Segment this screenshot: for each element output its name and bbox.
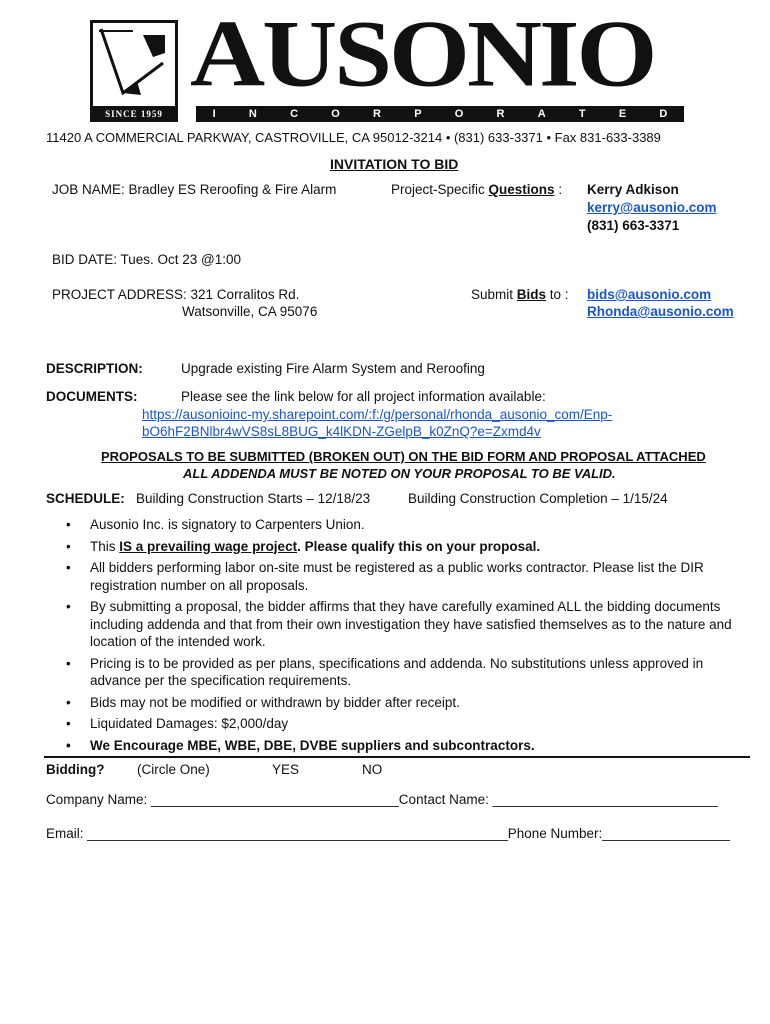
schedule-completion: Building Construction Completion – 1/15/24 xyxy=(408,491,668,506)
list-item: • All bidders performing labor on-site must be registered as a public works contractor. Please list the DIR registration number on all proposals. xyxy=(62,559,752,594)
job-name: JOB NAME: Bradley ES Reroofing & Fire Alarm xyxy=(52,182,337,197)
bidding-label: Bidding? xyxy=(46,762,105,777)
list-item: • Ausonio Inc. is signatory to Carpenters Union. xyxy=(62,516,752,534)
no-option[interactable]: NO xyxy=(362,762,383,777)
documents-link[interactable]: https://ausonioinc-my.sharepoint.com/:f:/g/personal/rhonda_ausonio_com/Enp- xyxy=(142,407,613,422)
email-phone-field[interactable]: Email: ________________________________________________________Phone Number:_________________ xyxy=(46,826,730,841)
bid-date: BID DATE: Tues. Oct 23 @1:00 xyxy=(52,252,242,267)
logo-letter: E xyxy=(618,108,627,120)
circle-one-label: (Circle One) xyxy=(137,762,210,777)
contact-phone: (831) 663-3371 xyxy=(587,218,680,233)
logo-letter: T xyxy=(578,108,586,120)
yes-option[interactable]: YES xyxy=(272,762,300,777)
addenda-notice: ALL ADDENDA MUST BE NOTED ON YOUR PROPOSAL TO BE VALID. xyxy=(183,466,616,481)
list-item: • By submitting a proposal, the bidder affirms that they have carefully examined ALL the bidding documents including addenda and that from their own investigation they have satisfied themselves as to the nature and location of the intended work. xyxy=(62,598,752,651)
logo-letter: R xyxy=(373,108,381,120)
logo-letter: O xyxy=(454,108,464,120)
project-address-city: Watsonville, CA 95076 xyxy=(182,304,318,319)
trowel-icon xyxy=(93,23,175,107)
logo-letter: A xyxy=(537,108,546,120)
logo-since-band: SINCE 1959 xyxy=(90,106,178,122)
project-address: PROJECT ADDRESS: 321 Corralitos Rd. xyxy=(52,287,300,302)
questions-label: Project-Specific Questions : xyxy=(391,182,563,197)
schedule-start: Building Construction Starts – 12/18/23 xyxy=(136,491,371,506)
contact-name: Kerry Adkison xyxy=(587,182,679,197)
description-label: DESCRIPTION: xyxy=(46,361,143,376)
company-address: 11420 A COMMERCIAL PARKWAY, CASTROVILLE, CA 95012-3214 • (831) 633-3371 • Fax 831-633-3389 xyxy=(46,130,661,145)
list-item: • Bids may not be modified or withdrawn by bidder after receipt. xyxy=(62,694,752,712)
logo-wordmark: AUSONIO xyxy=(190,0,655,107)
logo-incorporated-band xyxy=(196,106,684,122)
documents-label: DOCUMENTS: xyxy=(46,389,138,404)
list-item: • Pricing is to be provided as per plans, specifications and addenda. No substitutions unless approved in advance per the specification requirements. xyxy=(62,655,752,690)
terms-list xyxy=(62,516,752,758)
proposals-notice: PROPOSALS TO BE SUBMITTED (BROKEN OUT) ON THE BID FORM AND PROPOSAL ATTACHED xyxy=(101,449,706,464)
logo-letter: R xyxy=(496,108,505,120)
logo-letter: C xyxy=(290,108,299,120)
documents-text: Please see the link below for all project information available: xyxy=(181,389,546,404)
logo-letter: O xyxy=(331,108,340,120)
schedule-label: SCHEDULE: xyxy=(46,491,125,506)
logo-letter: D xyxy=(659,108,668,120)
rhonda-email-link[interactable]: Rhonda@ausonio.com xyxy=(587,304,734,319)
company-contact-field[interactable]: Company Name: _________________________________Contact Name: ______________________________ xyxy=(46,792,718,807)
bids-email-link[interactable]: bids@ausonio.com xyxy=(587,287,712,302)
documents-link-cont[interactable]: bO6hF2BNlbr4wVS8sL8BUG_k4lKDN-ZGelpB_k0ZnQ?e=Zxmd4v xyxy=(142,424,541,439)
logo-letter: P xyxy=(414,108,422,120)
contact-email-link[interactable]: kerry@ausonio.com xyxy=(587,200,717,215)
list-item: • This IS a prevailing wage project. Please qualify this on your proposal. xyxy=(62,538,752,556)
logo-letter: I xyxy=(212,108,216,120)
list-item: • We Encourage MBE, WBE, DBE, DVBE suppliers and subcontractors. xyxy=(62,737,752,755)
logo-letter: N xyxy=(248,108,257,120)
divider xyxy=(44,756,750,758)
description-text: Upgrade existing Fire Alarm System and Reroofing xyxy=(181,361,485,376)
list-item: • Liquidated Damages: $2,000/day xyxy=(62,715,752,733)
page-title: INVITATION TO BID xyxy=(330,156,459,172)
submit-bids-label: Submit Bids to : xyxy=(471,287,569,302)
